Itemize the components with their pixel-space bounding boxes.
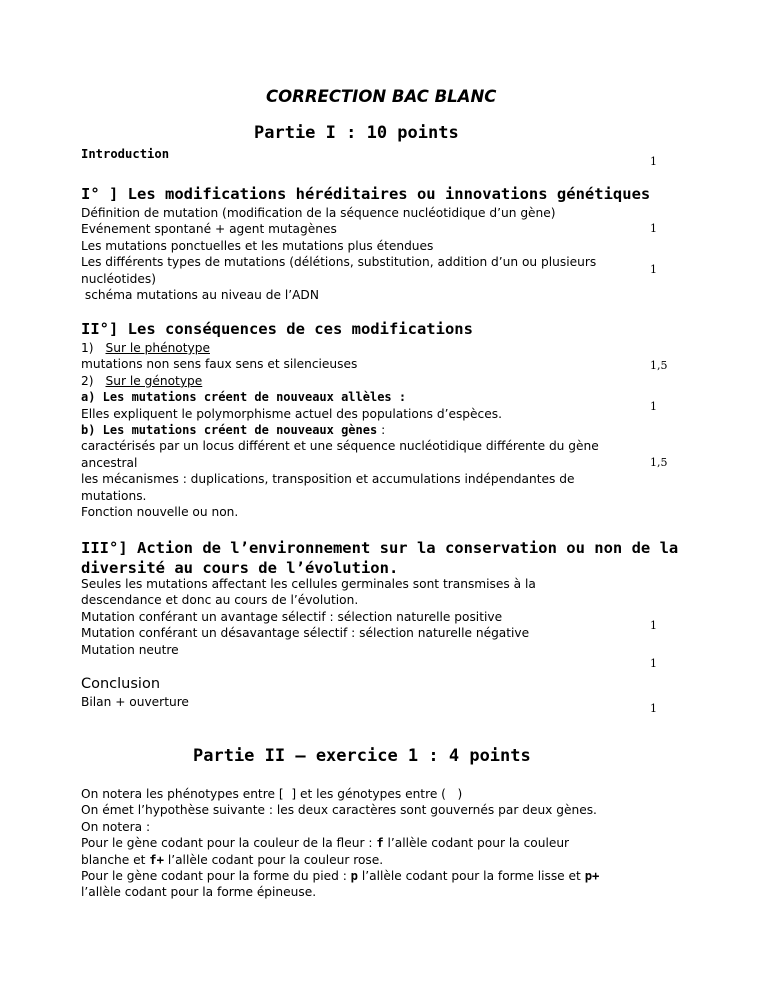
- section2-line: Fonction nouvelle ou non.: [81, 505, 239, 520]
- part2-line: blanche et f+ l’allèle codant pour la couleur rose.: [81, 852, 384, 867]
- score-section3-a: 1: [650, 619, 657, 632]
- sub2-label: Sur le génotype: [105, 373, 203, 388]
- part1-heading: Partie I : 10 points: [254, 123, 459, 143]
- section2-b-heading: b) Les mutations créent de nouveaux gènes: [81, 423, 378, 438]
- section3-line: descendance et donc au cours de l’évolution.: [81, 593, 359, 608]
- section2-a-heading: a) Les mutations créent de nouveaux allèles :: [81, 390, 407, 405]
- part2-line: Pour le gène codant pour la forme du pied : p l’allèle codant pour la forme lisse et p+: [81, 869, 600, 884]
- introduction-label: Introduction: [81, 147, 170, 161]
- score-introduction: 1: [650, 155, 657, 168]
- section2-sub2: 2) Sur le génotype: [81, 373, 203, 388]
- part2-line: On notera les phénotypes entre [ ] et les génotypes entre ( ): [81, 787, 463, 801]
- part2-line: l’allèle codant pour la forme épineuse.: [81, 885, 317, 900]
- part2-line: On notera :: [81, 819, 151, 834]
- allele-f-plus: f+: [149, 852, 164, 867]
- section3-line: Mutation conférant un avantage sélectif : sélection naturelle positive: [81, 609, 503, 624]
- section3-body: [81, 576, 536, 658]
- part2-line: Pour le gène codant pour la couleur de la fleur : f l’allèle codant pour la couleur: [81, 836, 570, 851]
- section3-heading-line2: diversité au cours de l’évolution.: [81, 559, 399, 577]
- section1-line: Evénement spontané + agent mutagènes: [81, 222, 337, 237]
- sub1-label: Sur le phénotype: [105, 341, 210, 355]
- conclusion-label: Conclusion: [81, 676, 161, 692]
- score-section1-b: 1: [650, 263, 657, 276]
- document-title: CORRECTION BAC BLANC: [266, 87, 497, 106]
- allele-p-plus: p+: [584, 869, 600, 884]
- section2-sub1: 1) Sur le phénotype: [81, 341, 210, 355]
- score-section3-b: 1: [650, 657, 657, 670]
- section2-line: caractérisés par un locus différent et une séquence nucléotidique différente du gène: [81, 439, 599, 454]
- part2-heading: Partie II – exercice 1 : 4 points: [193, 746, 531, 766]
- allele-p: p: [350, 869, 359, 884]
- section2-line: les mécanismes : duplications, transposition et accumulations indépendantes de: [81, 472, 575, 487]
- section1-line: schéma mutations au niveau de l’ADN: [81, 288, 319, 303]
- section3-heading-line1: III°] Action de l’environnement sur la conservation ou non de la: [81, 539, 679, 557]
- section2-line: Elles expliquent le polymorphisme actuel des populations d’espèces.: [81, 406, 502, 421]
- section2-line: mutations non sens faux sens et silencieuses: [81, 357, 358, 372]
- score-section2-a: 1,5: [650, 359, 668, 372]
- section3-line: Mutation neutre: [81, 642, 179, 657]
- allele-f: f: [376, 836, 384, 851]
- section1-line: Définition de mutation (modification de la séquence nucléotidique d’un gène): [81, 206, 556, 220]
- section2-b-heading-line: b) Les mutations créent de nouveaux gènes :: [81, 423, 386, 438]
- score-section1-a: 1: [650, 222, 657, 235]
- section3-line: Seules les mutations affectant les cellules germinales sont transmises à la: [81, 577, 536, 591]
- score-section2-c: 1,5: [650, 456, 668, 469]
- part2-body: [81, 786, 599, 901]
- section1-heading: I° ] Les modifications héréditaires ou innovations génétiques: [81, 185, 651, 203]
- section1-line: Les mutations ponctuelles et les mutations plus étendues: [81, 238, 434, 253]
- section1-body: [81, 205, 596, 303]
- section2-body: [81, 340, 599, 520]
- section3-line: Mutation conférant un désavantage sélectif : sélection naturelle négative: [81, 626, 530, 641]
- part2-line: On émet l’hypothèse suivante : les deux caractères sont gouvernés par deux gènes.: [81, 803, 597, 818]
- section2-line: mutations.: [81, 488, 147, 503]
- section2-heading: II°] Les conséquences de ces modifications: [81, 320, 473, 338]
- conclusion-text: Bilan + ouverture: [81, 695, 189, 709]
- score-section2-b: 1: [650, 400, 657, 413]
- section1-line: Les différents types de mutations (délétions, substitution, addition d’un ou plusieurs: [81, 255, 597, 270]
- score-conclusion: 1: [650, 702, 657, 715]
- section2-line: ancestral: [81, 455, 138, 470]
- section1-line: nucléotides): [81, 271, 156, 286]
